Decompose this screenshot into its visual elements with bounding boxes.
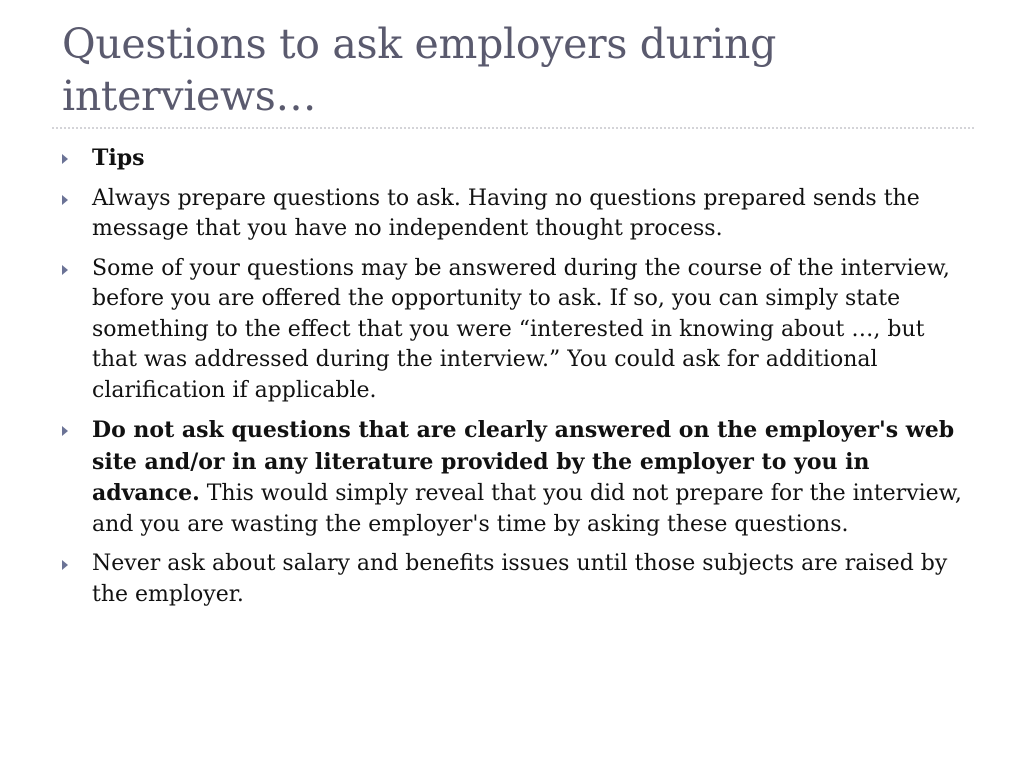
triangle-bullet-icon [62,154,68,164]
triangle-bullet-icon [62,195,68,205]
bullet-bold-text: Tips [92,145,145,171]
bullet-text: Some of your questions may be answered during the course of the interview, before you are offered the opportunity to ask. If so, you can simply state something to the effect that you were “interested in knowing about …, but that was addressed during the interview.” You could ask for additional clarification if applicable. [92,255,950,403]
bullet-text: Never ask about salary and benefits issues until those subjects are raised by the employer. [92,551,948,607]
bullet-item-prepare [62,184,962,245]
bullet-item-tips [62,143,962,175]
bullet-list [62,143,962,619]
triangle-bullet-icon [62,265,68,275]
bullet-bold-text: Do not ask questions that are clearly answered on the employer's web site and/or in any literature provided by the employer to you in advance. [92,417,955,506]
bullet-item-do-not-ask [62,415,962,540]
bullet-item-answered [62,254,962,407]
triangle-bullet-icon [62,426,68,436]
title-divider [52,127,974,129]
slide-title: Questions to ask employers during interviews… [62,20,777,120]
bullet-item-salary [62,549,962,610]
bullet-text: Always prepare questions to ask. Having no questions prepared sends the message that you have no independent thought process. [92,185,920,241]
triangle-bullet-icon [62,560,68,570]
bullet-text: This would simply reveal that you did not prepare for the interview, and you are wasting the employer's time by asking these questions. [92,481,962,537]
